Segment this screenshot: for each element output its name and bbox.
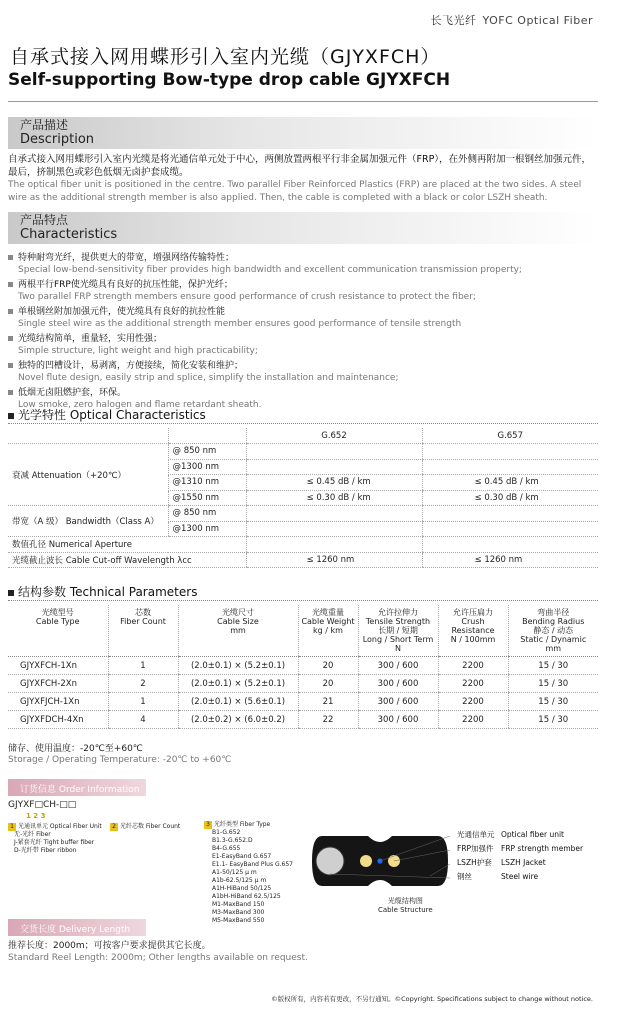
- order-code-numbers: 1 2 3: [26, 812, 46, 820]
- copyright-footer: ©版权所有，内容若有更改，不另行通知。©Copyright. Specifications subject to change without notice.: [271, 995, 593, 1003]
- legend-item: LSZH护套 LSZH Jacket: [457, 858, 546, 867]
- steel-wire-shape: [316, 847, 344, 875]
- description-cn: 自承式接入网用蝶形引入室内光缆是将光通信单元处于中心，两侧放置两根平行非金属加强元件（FRP），在外侧再附加一根钢丝加强元件，最后，挤制黑色或彩色低烟无卤护套成缆。: [8, 154, 592, 178]
- list-item: 特种耐弯光纤，提供更大的带宽，增强网络传输特性； Special low-bend-sensitivity fiber provides high bandwidth and excellent communication transmission property;: [8, 252, 600, 276]
- table-row: 光缆截止波长 Cable Cut-off Wavelength λcc ≤ 1260 nm ≤ 1260 nm: [8, 552, 598, 568]
- page-title-en: Self-supporting Bow-type drop cable GJYXFCH: [8, 70, 451, 90]
- table-row: @1300 nm: [8, 521, 598, 537]
- delivery-text: 推荐长度：2000m；可按客户要求提供其它长度。 Standard Reel Length: 2000m; Other lengths available on request.: [8, 941, 308, 963]
- number-badge: 2: [110, 823, 118, 831]
- table-row: GJYXFCH-2Xn 2 (2.0±0.1) × (5.2±0.1) 20 300 / 600 2200 15 / 30: [8, 675, 598, 693]
- table-row: @1310 nm ≤ 0.45 dB / km ≤ 0.45 dB / km: [8, 475, 598, 491]
- table-row: @1550 nm ≤ 0.30 dB / km ≤ 0.30 dB / km: [8, 490, 598, 506]
- column-header: 光缆尺寸 Cable Size mm: [178, 605, 298, 657]
- column-header: 光缆型号 Cable Type: [8, 605, 108, 657]
- list-item: 低烟无卤阻燃护套，环保。 Low smoke, zero halogen and flame retardant sheath.: [8, 387, 600, 411]
- order-column-3: 3 光纤类型 Fiber Type B1-G.652 B1.3-G.652.D B4-G.655 E1-EasyBand G.657 E1.1- EasyBand Plus G.657 A1-50/125 μ m A1b-62.5/125 μ m A1H-HiBand 50/125 A1bH-HiBand 62.5/125 M1-MaxBand 150 M3-MaxBand 300 M5-MaxBand 550: [204, 821, 309, 925]
- list-item: 光缆结构简单，重量轻，实用性强； Simple structure, light weight and high practicability;: [8, 333, 600, 357]
- description-text: [8, 153, 600, 205]
- column-header: 允许拉伸力 Tensile Strength 长期 / 短期 Long / Short Term N: [358, 605, 438, 657]
- order-info-heading: 订货信息 Order Information: [8, 779, 146, 796]
- storage-temperature: 储存、使用温度：-20℃至+60℃ Storage / Operating Temperature: -20℃ to +60℃: [8, 744, 232, 765]
- number-badge: 3: [204, 821, 212, 829]
- order-column-1: 1 光通讯单元 Optical Fiber Unit 无-光纤 Fiber J-紧套光纤 Tight buffer fiber D-光纤带 Fiber ribbon: [8, 823, 108, 855]
- legend-item: FRP加强件 FRP strength member: [457, 844, 584, 853]
- table-row: 带宽（A 级） Bandwidth（Class A） @ 850 nm: [8, 506, 598, 522]
- divider: [8, 600, 598, 601]
- square-bullet-icon: [8, 413, 14, 419]
- table-row: GJYXFJCH-1Xn 1 (2.0±0.1) × (5.6±0.1) 21 300 / 600 2200 15 / 30: [8, 693, 598, 711]
- table-header-row: [8, 428, 598, 444]
- row-label: 衰减 Attenuation（+20℃）: [8, 444, 168, 506]
- table-row: GJYXFDCH-4Xn 4 (2.0±0.2) × (6.0±0.2) 22 300 / 600 2200 15 / 30: [8, 711, 598, 729]
- cable-cross-section-diagram: [310, 826, 450, 896]
- order-column-2: 2 光纤芯数 Fiber Count: [110, 823, 200, 831]
- description-heading: 产品描述 Description: [8, 117, 598, 149]
- legend-item: 钢丝 Steel wire: [457, 872, 539, 881]
- column-header: 允许压扁力 Crush Resistance N / 100mm: [438, 605, 508, 657]
- row-label: 光缆截止波长 Cable Cut-off Wavelength λcc: [8, 552, 246, 568]
- legend-item: 光通信单元 Optical fiber unit: [457, 830, 564, 839]
- table-header-row: [8, 605, 598, 657]
- table-row: 衰减 Attenuation（+20℃） @ 850 nm: [8, 444, 598, 460]
- divider: [8, 423, 598, 424]
- list-item: 单根钢丝附加加强元件，使光缆具有良好的抗拉性能 Single steel wire as the additional strength member ensures good performance of tensile strength: [8, 306, 600, 330]
- characteristics-list: [8, 252, 600, 414]
- brand-en: YOFC Optical Fiber: [482, 14, 593, 27]
- figure-caption: 光缆结构图 Cable Structure: [378, 897, 433, 914]
- square-bullet-icon: [8, 590, 14, 596]
- page-title-cn: 自承式接入网用蝶形引入室内光缆（GJYXFCH）: [10, 46, 441, 68]
- table-row: @1300 nm: [8, 459, 598, 475]
- title-divider: [8, 101, 598, 102]
- characteristics-heading: 产品特点 Characteristics: [8, 212, 598, 244]
- delivery-heading: 交货长度 Delivery Length: [8, 919, 146, 936]
- column-header: 弯曲半径 Bending Radius 静态 / 动态 Static / Dynamic mm: [508, 605, 598, 657]
- column-header: 芯数 Fiber Count: [108, 605, 178, 657]
- table-row: GJYXFCH-1Xn 1 (2.0±0.1) × (5.2±0.1) 20 300 / 600 2200 15 / 30: [8, 657, 598, 675]
- row-label: 带宽（A 级） Bandwidth（Class A）: [8, 506, 168, 537]
- list-item: 独特的凹槽设计，易剥离，方便接续，简化安装和维护； Novel flute design, easily strip and splice, simplify the installation and maintenance;: [8, 360, 600, 384]
- column-header: G.652: [246, 428, 422, 444]
- brand: [431, 12, 594, 28]
- frp-member-shape: [360, 855, 372, 867]
- row-label: 数值孔径 Numerical Aperture: [8, 537, 246, 553]
- technical-heading: 结构参数 Technical Parameters: [8, 583, 197, 600]
- brand-cn: 长飞光纤: [430, 14, 477, 27]
- description-en: The optical fiber unit is positioned in the centre. Two parallel Fiber Reinforced Plastics (FRP) are placed at the two sides. A steel wire as the additional strength member is also applied. Then, the cable is completed with a black or color LSZH sheath.: [8, 180, 582, 203]
- order-code: GJYXF□CH-□□: [8, 800, 77, 810]
- number-badge: 1: [8, 823, 16, 831]
- list-item: 两根平行FRP使光缆具有良好的抗压性能，保护光纤； Two parallel FRP strength members ensure good performance of crush resistance to protect the fiber;: [8, 279, 600, 303]
- technical-table: [8, 605, 598, 729]
- column-header: G.657: [422, 428, 598, 444]
- optical-heading: 光学特性 Optical Characteristics: [8, 406, 206, 423]
- optical-table: [8, 428, 598, 568]
- column-header: 光缆重量 Cable Weight kg / km: [298, 605, 358, 657]
- table-row: [8, 537, 598, 553]
